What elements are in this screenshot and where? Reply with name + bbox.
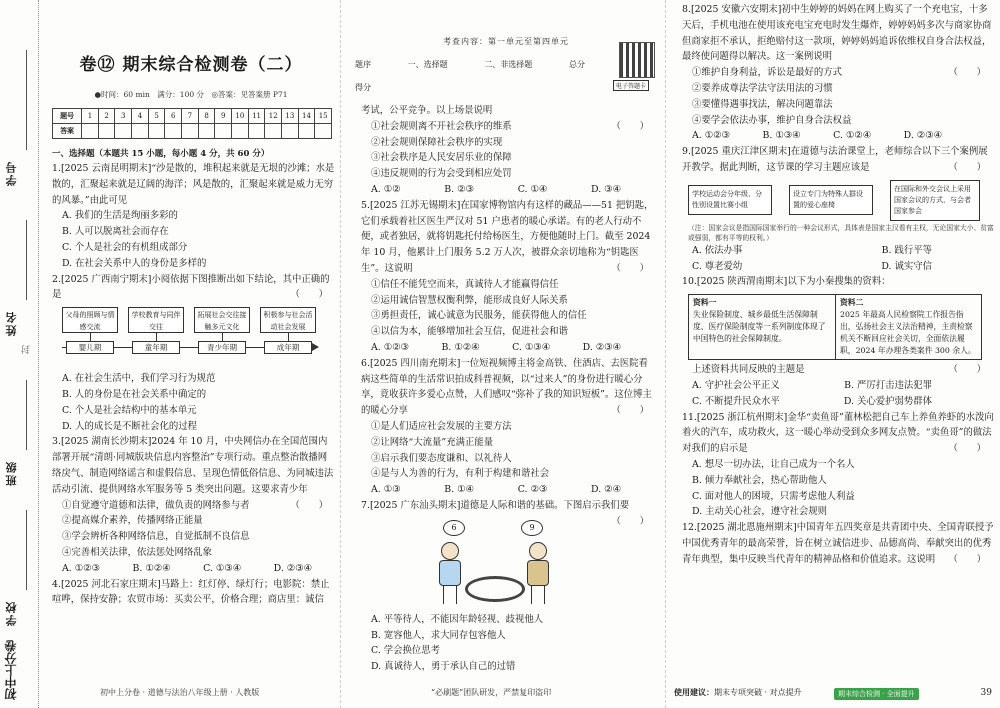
item-text: ①维护自身利益，诉讼是最好的方式 — [692, 67, 843, 79]
answer-parenthesis: （ ） — [611, 405, 649, 417]
cut-line — [38, 0, 39, 708]
question-3-item-1: ①自觉遵守道德和法律，做负责的网络参与者 — [62, 499, 250, 511]
choice-c: C. ①②④ — [833, 130, 872, 142]
question-5-choices — [371, 340, 621, 356]
timeline-stage: 童年期 — [132, 341, 180, 354]
child-body — [527, 560, 549, 586]
question-8-item-3: ③要懂得遇事找法，解决问题靠法 — [692, 98, 833, 110]
question-10-stem: 10.[2025 陕西渭南期末]以下为小秦搜集的资料： — [682, 276, 891, 288]
question-2-text: 2.[2025 广西南宁期末]小阅依据下图推断出如下结论，其中正确的是 — [52, 273, 330, 301]
question-8-stem: 8.[2025 安徽六安期末]初中生婷婷的妈妈在网上购买了一个充电宝，十多天后，手机电池在使用该充电宝充电时发生爆炸，婷婷妈妈多次与商家协商但商家拒不承认，拒绝赔付这一款项，婷婷妈妈追诉依维权自身合法权益，最终使问题得以解决。这一案例说明 — [682, 4, 992, 63]
label-name: 姓名 — [5, 310, 18, 336]
case-boxes — [688, 180, 980, 221]
seal-mark: 封 — [22, 345, 32, 354]
question-3-text: 3.[2025 湖南长沙期末]2024 年 10 月，中央网信办在全国范围内部署开展“清朗·同城版块信息内容整治”专项行动。重点整治散播网络戾气、制造网络谣言和虚假信息、呈现色情低俗信息、为同城违法活动引流、提供网络水军服务等 5 类突出问题。这要求青少年 — [52, 436, 334, 495]
answer-cell[interactable] — [298, 124, 315, 139]
question-6-choices — [371, 482, 621, 498]
choice-d: D. 诚实守信 — [881, 260, 932, 272]
timeline-stage: 青少年期 — [198, 341, 246, 354]
choice-a: A. ①②③ — [62, 562, 100, 574]
answer-number: 12 — [265, 109, 282, 124]
choice-b: B. ②③ — [444, 183, 474, 195]
case-box: 学校运动会分年级、分性别设置比赛小组 — [688, 185, 772, 215]
timeline-arrow-icon — [312, 343, 319, 351]
answer-parenthesis: （ ） — [611, 515, 649, 527]
answer-table-header-row — [53, 109, 332, 124]
question-7-text: 7.[2025 广东汕头期末]道德是人际和谐的基础。下图启示我们要 — [361, 499, 630, 511]
choice-b: B. 严厉打击违法犯罪 — [844, 379, 932, 391]
question-6-item-2: ②让网络“大流量”充满正能量 — [371, 436, 494, 448]
answer-cell[interactable] — [232, 124, 249, 139]
child-legs — [443, 586, 457, 604]
choice-a: A. ①②③ — [692, 130, 730, 142]
answer-cell[interactable] — [115, 124, 132, 139]
question-6-item-3: ③启示我们要态度谦和、以礼待人 — [371, 452, 512, 464]
question-12-stem — [682, 520, 994, 567]
timeline-connector — [222, 333, 223, 341]
material-table — [688, 294, 982, 360]
answer-table-label-number: 题号 — [53, 109, 82, 124]
choice-d: D. ②③④ — [582, 341, 621, 353]
answer-number: 8 — [198, 109, 215, 124]
question-1-stem: 1.[2025 云南昆明期末]“沙是散的，堆积起来就是无垠的沙滩；水是散的，汇聚起来就是辽阔的海洋；风是散的，汇聚起来就是威力无穷的风暴。”由此可见 — [52, 163, 335, 206]
question-6-stem — [361, 356, 657, 419]
question-8-item-1 — [692, 65, 994, 81]
score-label: 一、选择题 — [407, 60, 448, 69]
page-right — [665, 0, 1000, 708]
question-2-option-a: A. 在社会生活中，我们学习行为规范 — [62, 373, 216, 385]
score-label: 总分 — [568, 60, 585, 69]
choice-d: D. ②③④ — [273, 562, 312, 574]
question-9-note: （注：国家会议是指国际国家举行的一种会议形式，具体表是国家主汉看有主权，无论国家大小、贫富或强弱，都有平等的权利。） — [688, 223, 994, 242]
question-9-choices-row2 — [692, 259, 932, 275]
question-10-question — [692, 362, 994, 378]
choice-d: D. 关心爱护弱势群体 — [843, 395, 932, 407]
answer-number: 11 — [248, 109, 265, 124]
answer-number: 14 — [298, 109, 315, 124]
question-6-item-4: ④是与人为善的行为，有利于构建和谐社会 — [371, 468, 550, 480]
choice-c: C. 尊老爱幼 — [692, 260, 743, 272]
qr-code-label: 电子答题卡 — [613, 80, 649, 91]
question-3-item-2: ②提高媒介素养，传播网络正能量 — [62, 515, 203, 527]
question-2-stem — [52, 272, 336, 304]
answer-table-answer-row — [53, 124, 332, 139]
question-9-stem — [682, 144, 994, 176]
page-left — [0, 0, 340, 708]
qr-code[interactable] — [619, 42, 655, 78]
choice-a: A. ①② — [371, 183, 401, 195]
question-7-stem — [361, 498, 657, 527]
timeline-box: 积极参与社会活动社会发展 — [260, 307, 316, 333]
question-8-item-2: ②要养成尊法学法守法用法的习惯 — [692, 82, 833, 94]
question-9-choices-row1 — [692, 243, 932, 259]
question-1-option-d: D. 在社会关系中人的身份是多样的 — [62, 257, 207, 269]
score-label: 题序 — [355, 60, 371, 69]
question-7-option-c: C. 学会换位思考 — [371, 645, 441, 657]
answer-number: 1 — [82, 109, 99, 124]
choice-d: D. ②④ — [591, 484, 621, 496]
choice-c: C. ①③④ — [203, 562, 242, 574]
question-4-item-1 — [371, 119, 657, 135]
question-5-item-4: ④以信为本，能够增加社会互信，促进社会和谐 — [371, 326, 568, 338]
choice-d: D. ②③④ — [903, 130, 942, 142]
question-11-option-b: B. 倾力奉献社会，热心帮助他人 — [692, 474, 827, 486]
answer-cell[interactable] — [315, 124, 332, 139]
child-head — [441, 542, 459, 560]
question-7-option-b: B. 宽容他人，求大同存包容他人 — [371, 629, 506, 641]
question-4-choices — [371, 182, 621, 198]
question-4-item-4: ④违反规则的行为会受到相应处罚 — [371, 168, 512, 180]
choice-c: C. ②③ — [517, 484, 548, 496]
answer-parenthesis: （ ） — [611, 120, 649, 132]
material-two-title: 资料二 — [840, 298, 864, 308]
question-5-item-2: ②运用诚信智慧权衡利弊，能形成良好人际关系 — [371, 294, 568, 306]
usage-label: 使用建议： — [674, 687, 714, 697]
question-11-option-a: A. 想尽一切办法，让自己成为一个名人 — [692, 458, 855, 470]
choice-a: A. 依法办事 — [692, 244, 743, 256]
score-table — [355, 59, 585, 70]
choice-b: B. ①④ — [444, 484, 474, 496]
answer-number: 10 — [232, 109, 249, 124]
answer-cell[interactable] — [132, 124, 149, 139]
speech-bubble: 9 — [521, 520, 543, 536]
answer-parenthesis: （ ） — [611, 262, 649, 274]
choice-a: A. ①②③ — [371, 341, 409, 353]
question-10-choices-row2 — [692, 394, 932, 410]
question-3-item-3: ③学会辨析各种网络信息，自觉抵制不良信息 — [62, 531, 250, 543]
question-5-item-1: ①信任不能凭空而来，真诚待人才能赢得信任 — [371, 278, 559, 290]
question-2-option-b: B. 人的身份是在社会关系中确定的 — [62, 388, 207, 400]
choice-c: C. ①④ — [517, 183, 548, 195]
answer-cell[interactable] — [82, 124, 99, 139]
answer-parenthesis: （ ） — [948, 67, 986, 79]
speech-bubble: 6 — [443, 520, 465, 536]
question-7-option-d: D. 真诚待人，勇于承认自己的过错 — [371, 661, 516, 673]
exam-title: 卷⑫ 期末综合检测卷（二） — [79, 55, 303, 75]
answer-number: 2 — [98, 109, 115, 124]
material-one-text: 失业保险制度、城乡最低生活保障制度、医疗保险制度等一系列制度体现了中国特色的社会保障制度。 — [693, 310, 826, 344]
question-2-option-d: D. 人的成长是不断社会化的过程 — [62, 420, 198, 432]
question-1-option-c: C. 个人是社会的有机组成部分 — [62, 241, 188, 253]
question-10-choices-row1 — [692, 378, 932, 394]
case-box: 设立专门为特殊人群设置的爱心座椅 — [789, 185, 873, 215]
page1-content — [46, 0, 336, 608]
material-one — [689, 295, 835, 359]
binding-strip — [0, 0, 42, 708]
label-student-id: 学号 — [5, 160, 18, 186]
question-4-stem: 4.[2025 河北石家庄期末]马路上：红灯停、绿灯行；电影院：禁止喧哗，保持安静；农贸市场：买卖公平，价格合理；商店里：诚信 — [52, 578, 330, 606]
answer-number: 9 — [215, 109, 232, 124]
timeline-connector — [288, 333, 289, 341]
answer-table — [52, 108, 332, 139]
material-two-text: 2025 年最高人民检察院工作报告指出，弘扬社会主义法治精神，主责检察机关不断回应社会关切，全面依法履职，2024 年办理各类案件 300 余人。 — [840, 310, 976, 356]
question-11-option-c: C. 面对他人的困境，只需考虑他人利益 — [692, 490, 855, 502]
material-two — [835, 295, 981, 359]
child-figure-icon — [437, 542, 463, 604]
question-8-choices — [692, 128, 942, 144]
class-field[interactable] — [26, 380, 27, 450]
timeline-box: 学校教育与同伴交往 — [128, 307, 184, 333]
question-3-item-4: ④完善相关法律，依法惩处网络乱象 — [62, 546, 213, 558]
answer-cell[interactable] — [265, 124, 282, 139]
question-5-item-3: ③勇担责任，诚心诚意为民服务，能获得他人的信任 — [371, 310, 587, 322]
question-1-option-a: A. 我们的生活是绚丽多彩的 — [62, 210, 178, 222]
answer-cell[interactable] — [148, 124, 165, 139]
choice-c: C. 不断提升民众水平 — [692, 395, 780, 407]
rope-number-shape — [465, 576, 525, 602]
choice-a: A. ①③ — [371, 484, 401, 496]
question-4-item-3: ③社会秩序是人民安居乐业的保障 — [371, 152, 512, 164]
question-8-item-4: ④要学会依法办事，维护自身合法权益 — [692, 114, 852, 126]
answer-number: 4 — [132, 109, 149, 124]
answer-number: 13 — [282, 109, 299, 124]
question-4-item-2: ②社会规则保障社会秩序的实现 — [371, 136, 503, 148]
answer-cell[interactable] — [182, 124, 199, 139]
question-5-text: 5.[2025 江苏无锡期末]在国家博物馆内有这样的藏品——51 把钥匙，它们承载着社区医生严汉对 51 户患者的暖心承诺。有的老人行动不便，或者独居，就将钥匙托付给杨医生，方便他随时上门。截至 2024 年 10 月，他累计上门服务 5.2 万人次，被群众亲切地称为“钥匙医生”。这说明 — [361, 199, 654, 274]
timeline-connector — [156, 333, 157, 341]
answer-cell[interactable] — [198, 124, 215, 139]
section-tag-badge: 期末综合检测 · 全面提升 — [834, 688, 919, 700]
answer-cell[interactable] — [165, 124, 182, 139]
question-11-text: 11.[2025 浙江杭州期末]金华“卖鱼哥”董林松把自己车上养鱼养虾的水泼向着火的汽车，成功救火，这一暖心举动受到众多网友点赞。“卖鱼哥”的做法对我们的启示是 — [682, 411, 994, 455]
score-row-label: 得分 — [355, 83, 371, 92]
child-legs — [531, 586, 545, 604]
question-11-option-d: D. 主动关心社会，遵守社会规则 — [692, 506, 828, 518]
exam-info: ●时间：60 min 满分：100 分 ◎答案：见答案册 P71 — [94, 90, 288, 99]
choice-b: B. 践行平等 — [881, 244, 932, 256]
choice-d: D. ③④ — [591, 183, 621, 195]
choice-c: C. ①③④ — [512, 341, 551, 353]
answer-table-label-answer: 答案 — [53, 124, 82, 139]
child-head — [529, 542, 547, 560]
page-number: 39 — [980, 688, 992, 698]
answer-number: 3 — [115, 109, 132, 124]
question-6-text: 6.[2025 四川南充期末]一位短视频博主将金高铁、住酒店、去医院看病这些简单的生活常识拍成科普视频，以“过来人”的身份进行暖心分享，竟收获许多爱心点赞，人们感叹“弥补了我的知识短板”。这位博主的暖心分享 — [361, 357, 652, 417]
answer-parenthesis: （ ） — [290, 499, 328, 511]
question-7-option-a: A. 平等待人，不能因年龄轻视、歧视他人 — [371, 613, 544, 625]
choice-b: B. ①②④ — [441, 341, 480, 353]
case-box: 在国际和外交会议上采用国家会议的方式，与会者国家参会 — [890, 180, 980, 221]
answer-parenthesis: （ ） — [948, 364, 986, 376]
brand-logo: 初中上分卷 — [4, 640, 18, 700]
label-class: 班级 — [5, 460, 18, 486]
question-6-item-1: ①是人们适应社会发展的主要方法 — [371, 420, 512, 432]
answer-cell[interactable] — [248, 124, 265, 139]
exam-scope: 考查内容：第一单元至第四单元 — [443, 37, 569, 46]
page-middle — [340, 0, 665, 708]
choice-a: A. 守护社会公平正义 — [692, 379, 780, 391]
usage-suggestion — [674, 687, 802, 698]
usage-text: 期末专项突破 · 对点提升 — [714, 688, 802, 697]
answer-number: 6 — [165, 109, 182, 124]
question-11-stem — [682, 410, 994, 457]
six-nine-illustration — [425, 518, 565, 608]
answer-cell[interactable] — [215, 124, 232, 139]
answer-parenthesis: （ ） — [948, 553, 986, 565]
school-field[interactable] — [26, 510, 27, 590]
material-one-title: 资料一 — [693, 298, 717, 308]
timeline-box: 父母的照顾与情感交流 — [62, 307, 118, 333]
choice-b: B. ①②④ — [132, 562, 171, 574]
timeline-connector — [90, 333, 91, 341]
page3-content — [676, 0, 994, 568]
timeline-stage: 婴儿期 — [66, 341, 114, 354]
timeline-stage: 成年期 — [264, 341, 312, 354]
page2-footer: “必刷题”团队研发，严禁复印盗印 — [431, 688, 552, 697]
label-school: 学校 — [5, 600, 18, 626]
question-4-continuation: 考试，公平竞争。以上场景说明 — [361, 105, 493, 116]
answer-cell[interactable] — [282, 124, 299, 139]
answer-parenthesis: （ ） — [948, 443, 986, 455]
answer-number: 5 — [148, 109, 165, 124]
question-1-option-b: B. 人可以脱离社会而存在 — [62, 226, 169, 238]
page1-footer: 初中上分卷 · 道德与法治八年级上册 · 人教版 — [100, 688, 260, 697]
question-3-choices — [62, 561, 312, 577]
answer-number: 15 — [315, 109, 332, 124]
question-10-text: 上述资料共同反映的主题是 — [692, 364, 805, 376]
question-5-stem — [361, 198, 657, 277]
choice-b: B. ①③④ — [762, 130, 801, 142]
answer-parenthesis: （ ） — [948, 161, 986, 173]
question-2-option-c: C. 个人是社会结构中的基本单元 — [62, 404, 197, 416]
child-figure-icon — [525, 542, 551, 604]
question-9-text: 9.[2025 重庆江津区期末]在道德与法治课堂上，老师综合以下三个案例展开教学。据此判断，这节课的学习主题应该是 — [682, 146, 988, 173]
question-12-text: 12.[2025 湖北恩施州期末]中国青年五四奖章是共青团中央、全国青联授予中国优秀青年的最高荣誉，旨在树立诚信进步、品德高尚、奉献突出的优秀青年典型，集中反映当代青年的精神品格和价值追求。这说明 — [682, 522, 994, 565]
answer-parenthesis: （ ） — [290, 289, 328, 301]
page2-content — [355, 0, 657, 675]
growth-timeline-diagram — [62, 307, 322, 365]
timeline-box: 拓展社会交往接触多元文化 — [194, 307, 250, 333]
item-text: ①社会规则离不开社会秩序的维系 — [371, 120, 512, 132]
answer-cell[interactable] — [98, 124, 115, 139]
answer-number: 7 — [182, 109, 199, 124]
section-heading-choice: 一、选择题（本题共 15 小题，每小题 4 分，共 60 分） — [52, 149, 270, 159]
score-label: 二、非选择题 — [484, 60, 533, 69]
child-body — [439, 560, 461, 586]
name-field[interactable] — [26, 220, 27, 300]
student-id-field[interactable] — [26, 50, 27, 150]
